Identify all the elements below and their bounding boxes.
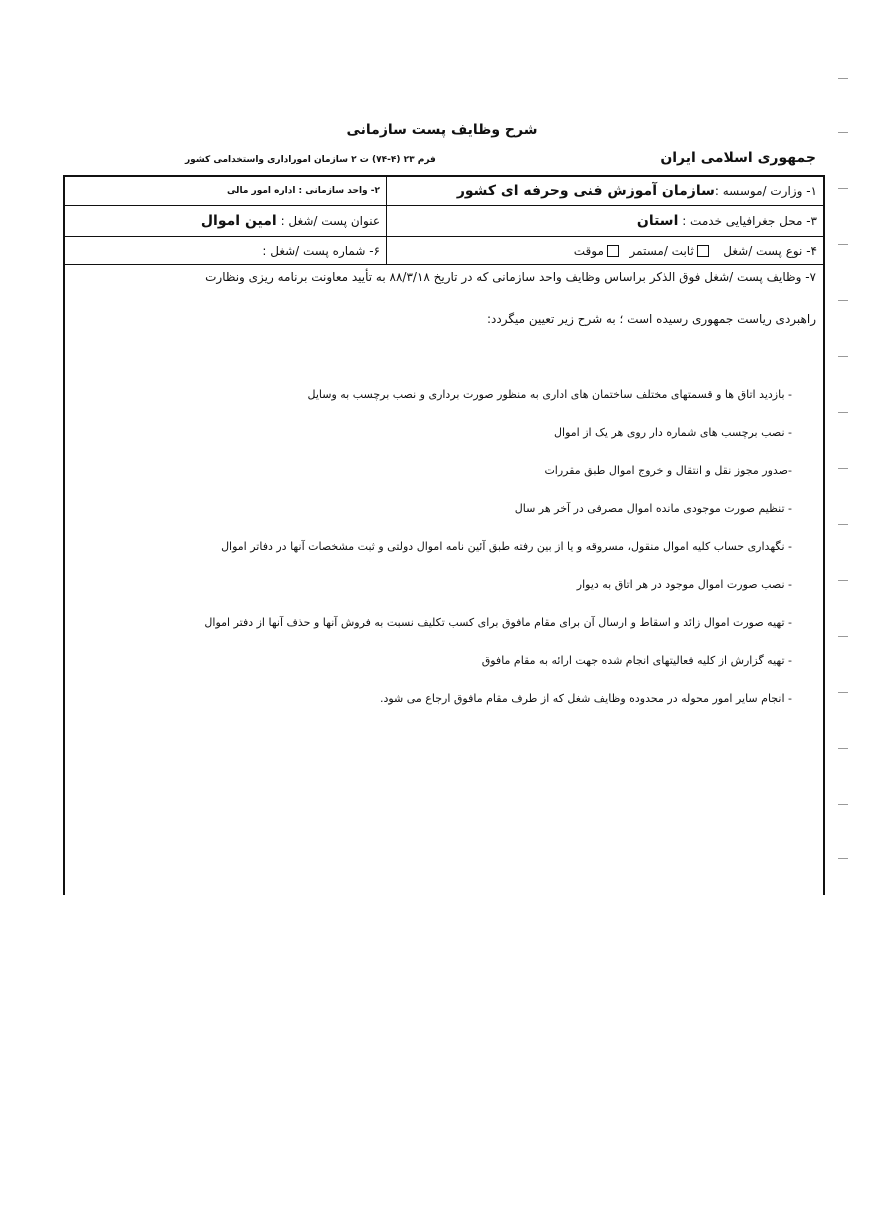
unit-text: ۲- واحد سازمانی : اداره امور مالی xyxy=(226,186,380,196)
duty-item: - نگهداری حساب کلیه اموال منقول، مسروقه و یا از بین رفته طبق آئین نامه اموال دولتی و ثبت مشخصات آنها در دفاتر اموال xyxy=(221,540,792,553)
margin-tick xyxy=(838,748,848,749)
margin-tick xyxy=(838,412,848,413)
margin-tick xyxy=(838,858,848,859)
post-type-cell xyxy=(574,237,817,264)
post-type-label: ۴- نوع پست /شغل xyxy=(723,243,817,258)
duty-item: -صدور مجوز نقل و انتقال و خروج اموال طبق مقررات xyxy=(544,464,792,477)
permanent-checkbox[interactable] xyxy=(697,245,709,257)
duty-item: - بازدید اتاق ها و قسمتهای مختلف ساختمان های اداری به منظور صورت برداری و نصب برچسب به وسایل xyxy=(307,388,792,401)
form-row-location xyxy=(65,206,823,237)
margin-tick xyxy=(838,78,848,79)
margin-tick xyxy=(838,692,848,693)
margin-tick xyxy=(838,188,848,189)
location-label: ۳- محل جغرافیایی خدمت : xyxy=(682,214,817,228)
duty-item: - تهیه گزارش از کلیه فعالیتهای انجام شده جهت ارائه به مقام مافوق xyxy=(481,654,792,667)
margin-tick xyxy=(838,468,848,469)
post-number-label: ۶- شماره پست /شغل : xyxy=(262,243,380,258)
margin-tick xyxy=(838,132,848,133)
ministry-cell xyxy=(457,177,817,205)
location-cell xyxy=(637,206,817,236)
margin-tick xyxy=(838,244,848,245)
duty-item: - تهیه صورت اموال زائد و اسقاط و ارسال آن برای مقام مافوق برای کسب تکلیف نسبت به فروش آنها و حذف آنها از دفتر اموال xyxy=(204,616,792,629)
ministry-label: ۱- وزارت /موسسه : xyxy=(714,184,817,198)
margin-tick xyxy=(838,580,848,581)
job-title-label: عنوان پست /شغل : xyxy=(280,214,380,228)
unit-cell xyxy=(65,177,387,205)
permanent-label: ثابت /مستمر xyxy=(629,243,694,258)
intro-line-2: راهبردی ریاست جمهوری رسیده است ؛ به شرح زیر تعیین میگردد: xyxy=(486,312,816,326)
country-name: جمهوری اسلامی ایران xyxy=(660,150,816,166)
margin-tick xyxy=(838,356,848,357)
ministry-value: سازمان آموزش فنی وحرفه ای کشور xyxy=(456,183,715,199)
location-value: استان xyxy=(636,213,679,229)
duty-item: - تنظیم صورت موجودی مانده اموال مصرفی در آخر هر سال xyxy=(514,502,792,515)
form-row-post-type xyxy=(65,237,823,265)
temporary-label: موقت xyxy=(573,243,604,258)
form-row-ministry xyxy=(65,177,823,206)
duty-item: - نصب برچسب های شماره دار روی هر یک از اموال xyxy=(554,426,792,439)
margin-tick xyxy=(838,300,848,301)
margin-tick xyxy=(838,524,848,525)
margin-tick xyxy=(838,804,848,805)
duty-item: - نصب صورت اموال موجود در هر اتاق به دیوار xyxy=(576,578,792,591)
intro-line-1: ۷- وظایف پست /شغل فوق الذکر براساس وظایف واحد سازمانی که در تاریخ ۸۸/۳/۱۸ به تأیید معاونت برنامه ریزی ونظارت xyxy=(205,270,816,284)
job-title-value: امین اموال xyxy=(200,213,277,229)
post-number-cell xyxy=(65,237,387,264)
margin-tick xyxy=(838,636,848,637)
form-code: فرم ۲۳ (۴-۷۴) ت ۲ سازمان اموراداری واستخدامی کشور xyxy=(185,155,436,165)
job-title-cell xyxy=(65,206,387,236)
temporary-checkbox[interactable] xyxy=(607,245,619,257)
duty-item: - انجام سایر امور محوله در محدوده وظایف شغل که از طرف مقام مافوق ارجاع می شود. xyxy=(379,692,792,705)
document-title: شرح وظایف پست سازمانی xyxy=(346,122,538,138)
